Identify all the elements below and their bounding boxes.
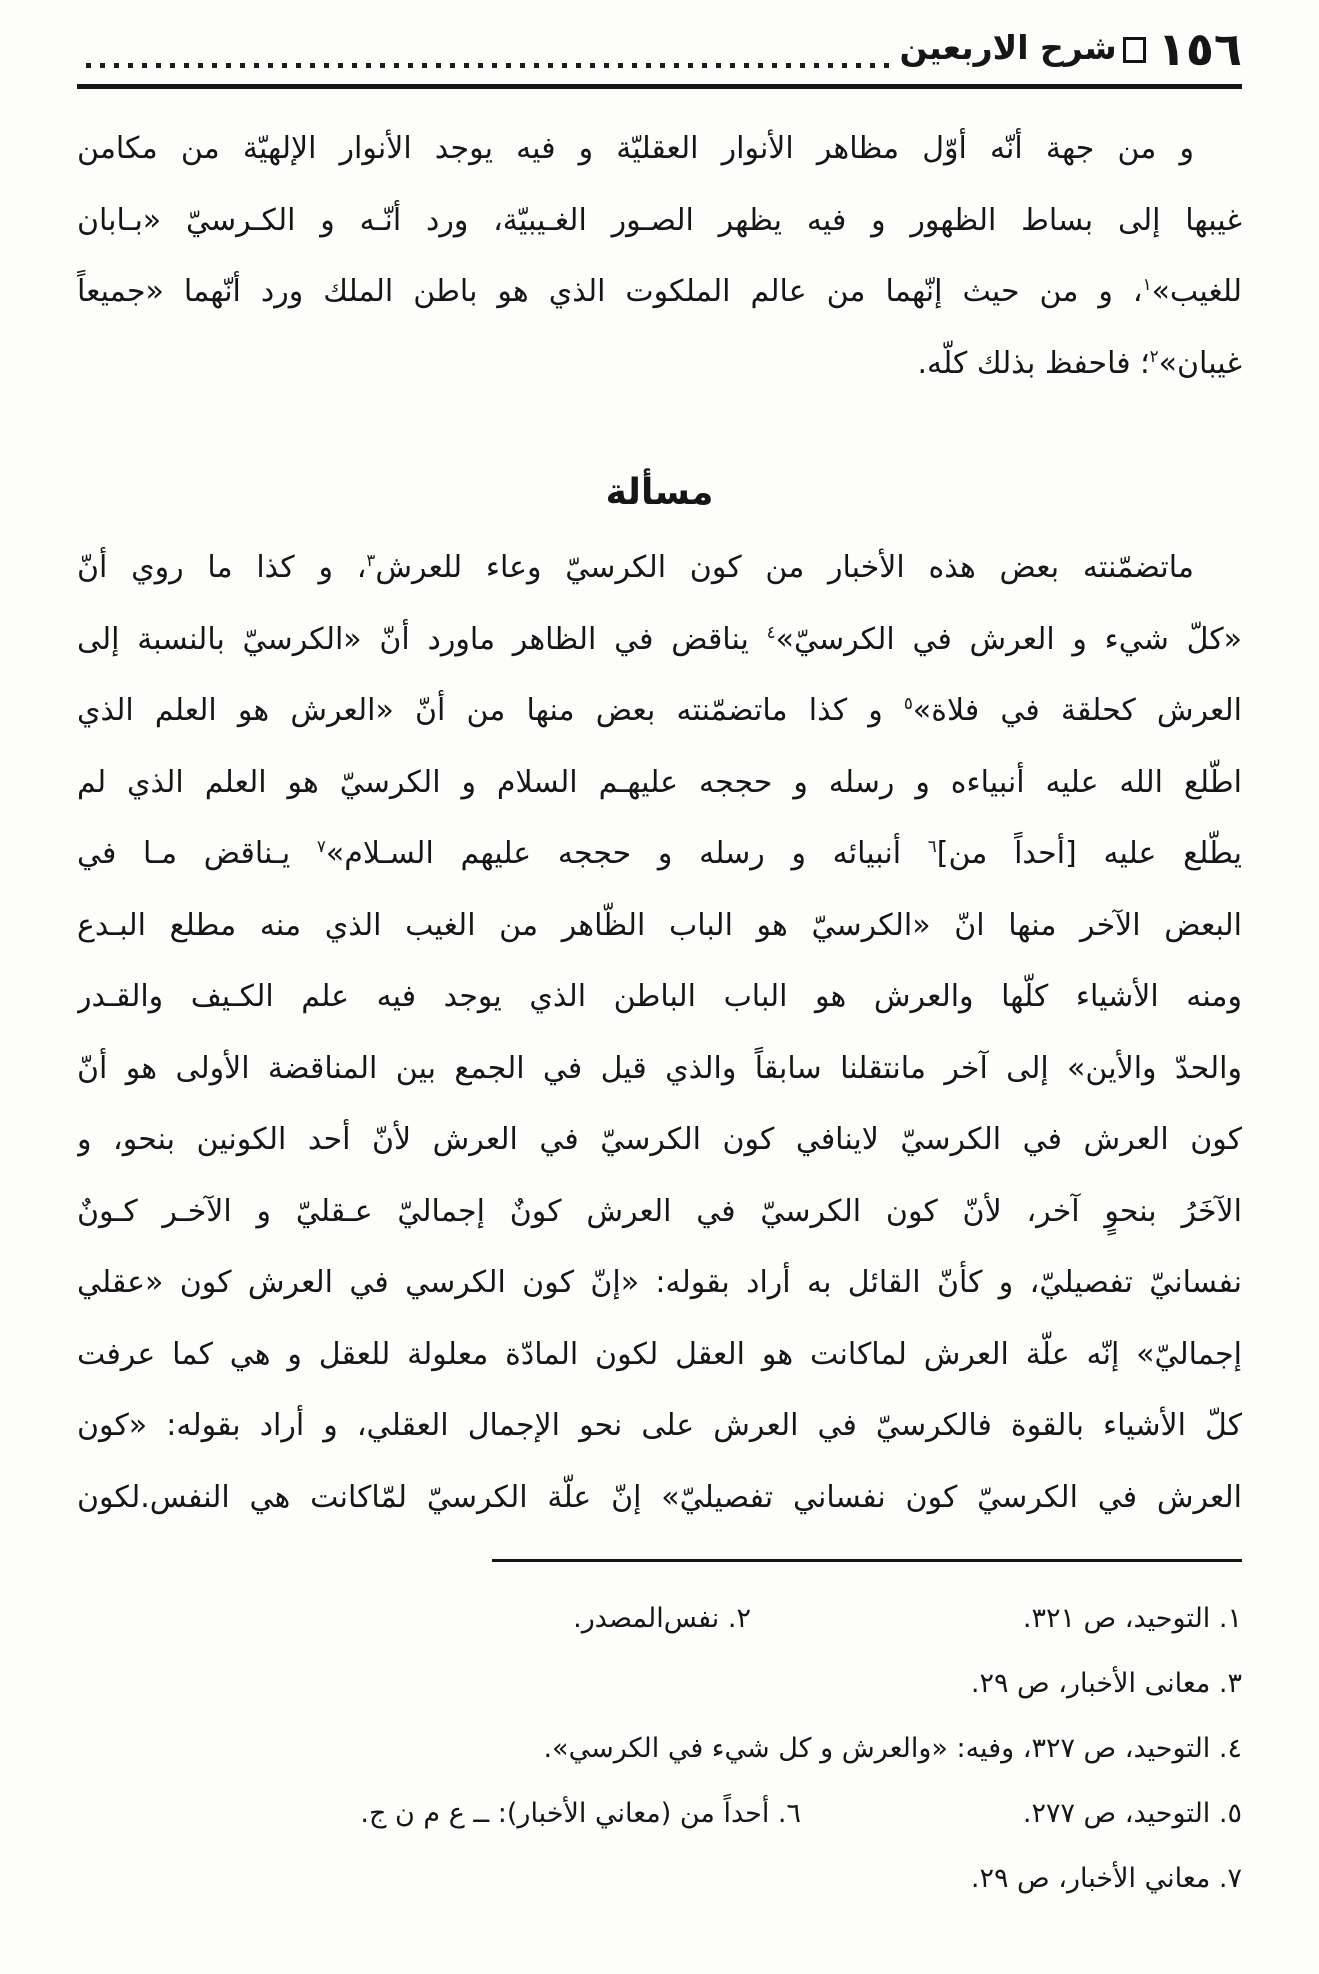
paragraph-2 xyxy=(77,532,1242,1533)
text-line: ماتضمّنته بعض هذه الأخبار من كون الكرسيّ وعاء للعرش$^٣$، و كذا ما روي أنّ xyxy=(77,550,1194,585)
text-line: يطّلع عليه [أحداً من]$^٦$ أنبيائه و رسله و حججه عليهم السـلام»$^٧$ يـناقض مـا في xyxy=(77,836,1242,871)
text-line: نفسانيّ تفصيليّ، و كأنّ القائل به أراد بقوله: «إنّ كون الكرسي في العرش كون «عقلي xyxy=(77,1265,1242,1300)
footnote: ٦. أحداً من (معاني الأخبار): ــ ع م ن ج. xyxy=(360,1798,801,1829)
footnote: ٧. معاني الأخبار، ص ٢٩. xyxy=(970,1863,1242,1894)
text-line: كون العرش في الكرسيّ لاينافي كون الكرسيّ في العرش لأنّ أحد الكونين بنحو، و xyxy=(77,1122,1242,1157)
dotted-leader xyxy=(81,63,889,68)
text-line: العرش في الكرسيّ كون نفساني تفصيليّ» إنّ علّة الكرسيّ لمّاكانت هي النفس.لكون xyxy=(77,1479,1242,1515)
footnote: ٣. معانى الأخبار، ص ٢٩. xyxy=(970,1668,1242,1699)
text-line: ومنه الأشياء كلّها والعرش هو الباب الباطن الذي يوجد فيه علم الكـيف والقـدر xyxy=(77,979,1242,1014)
page-number: ١٥٦ xyxy=(1157,22,1242,76)
running-header xyxy=(77,16,1242,82)
text-line: «كلّ شيء و العرش في الكرسيّ»$^٤$ يناقض في الظاهر ماورد أنّ «الكرسيّ بالنسبة إلى xyxy=(77,621,1242,657)
square-bullet-icon xyxy=(1123,37,1146,63)
footnote-row xyxy=(77,1651,1242,1716)
text-line: العرش كحلقة في فلاة»$^٥$ و كذا ماتضمّنته بعض منها من أنّ «العرش هو العلم الذي xyxy=(77,693,1242,728)
footnote-separator xyxy=(492,1559,1242,1562)
section-heading: مسألة xyxy=(605,472,714,513)
footnote: ٤. التوحيد، ص ٣٢٧، وفيه: «والعرش و كل شيء في الكرسي». xyxy=(543,1733,1242,1764)
footnote: ١. التوحيد، ص ٣٢١. xyxy=(1022,1603,1242,1634)
text-line: اطّلع الله عليه أنبياءه و رسله و حججه عليهـم السلام و الكرسيّ هو العلم الذي لم xyxy=(77,764,1242,800)
book-title: شرح الاربعين xyxy=(899,27,1117,67)
text-line: للغيب»$^١$، و من حيث إنّهما من عالم الملكوت الذي هو باطن الملك ورد أنّهما «جميعاً xyxy=(77,274,1242,309)
footnote-row xyxy=(77,1846,1242,1911)
page-body xyxy=(77,113,1242,1533)
footnote: ٥. التوحيد، ص ٢٧٧. xyxy=(1022,1798,1242,1829)
text-line: غيبها إلى بساط الظهور و فيه يظهر الصـور الغـيبيّة، ورد أنّـه و الكـرسيّ «بـابان xyxy=(77,202,1242,238)
footnote: ٢. نفس‌المصدر. xyxy=(573,1603,751,1634)
footnote-row xyxy=(77,1586,1242,1651)
footnote-row xyxy=(77,1781,1242,1846)
text-line: والحدّ والأين» إلى آخر مانتقلنا سابقاً والذي قيل في الجمع بين المناقضة الأولى هو أنّ xyxy=(77,1050,1242,1086)
text-line: الآخَرُ بنحوٍ آخر، لأنّ كون الكرسيّ في العرش كونٌ إجماليّ عـقليّ و الآخـر كـونٌ xyxy=(77,1193,1242,1229)
paragraph-1 xyxy=(77,113,1242,399)
text-line: غيبان»$^٢$؛ فاحفظ بذلك كلّه. xyxy=(917,345,1242,381)
text-line: و من جهة أنّه أوّل مظاهر الأنوار العقليّة و فيه يوجد الأنوار الإلهيّة من مكامن xyxy=(77,131,1194,166)
text-line: إجماليّ» إنّه علّة العرش لماكانت هو العقل لكون المادّة معلولة للعقل و هي كما عرفت xyxy=(77,1336,1242,1372)
footnotes xyxy=(77,1586,1242,1911)
text-line: كلّ الأشياء بالقوة فالكرسيّ في العرش على نحو الإجمال العقلي، و أراد بقوله: «كون xyxy=(77,1408,1242,1443)
text-line: البعض الآخر منها انّ «الكرسيّ هو الباب الظّاهر من الغيب الذي منه مطلع البـدع xyxy=(77,907,1242,943)
footnote-row xyxy=(77,1716,1242,1781)
header-rule xyxy=(77,84,1242,89)
